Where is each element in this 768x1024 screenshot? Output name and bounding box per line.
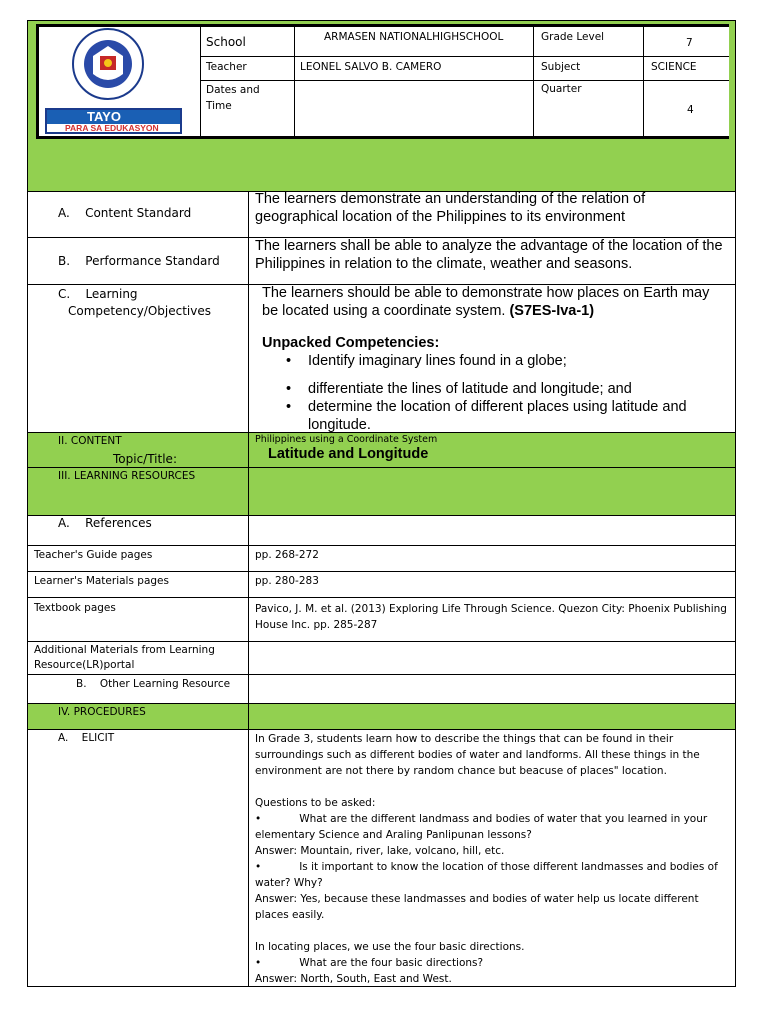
competency-statement: The learners should be able to demonstrate how places on Earth may be located using a coordinate system.: [262, 285, 710, 319]
tayo-logo-sub: PARA SA EDUKASYON: [65, 123, 159, 133]
learners-materials-label: Learner's Materials pages: [34, 575, 169, 587]
question-2: • Is it important to know the location of those different landmasses and bodies of water? Why?: [255, 861, 718, 889]
topic-title-label: Topic/Title:: [113, 452, 177, 466]
tayo-logo: [45, 108, 182, 134]
teachers-guide-label: Teacher's Guide pages: [34, 549, 153, 561]
school-value: ARMASEN NATIONALHIGHSCHOOL: [324, 31, 504, 43]
performance-standard-label: B. Performance Standard: [58, 254, 220, 268]
content-standard-text: The learners demonstrate an understanding of the relation of geographical location of the Philippines to its environment: [255, 191, 646, 225]
grade-level-value: 7: [686, 37, 693, 49]
subject-label: Subject: [541, 61, 581, 73]
topic-subtitle: Philippines using a Coordinate System: [255, 434, 438, 445]
competency-code: (S7ES-Iva-1): [509, 303, 595, 319]
answer-2: Answer: Yes, because these landmasses and bodies of water help us locate different places easily.: [255, 893, 699, 921]
list-item: • Identify imaginary lines found in a globe;: [286, 352, 732, 370]
textbook-pages-value: Pavico, J. M. et al. (2013) Exploring Life Through Science. Quezon City: Phoenix Publishing House Inc. pp. 285-287: [255, 603, 727, 631]
competency-label-line2: Competency/Objectives: [68, 304, 211, 318]
elicit-content: [255, 731, 732, 987]
list-item: • differentiate the lines of latitude and longitude; and: [286, 380, 732, 398]
references-label: A. References: [58, 516, 152, 530]
questions-label: Questions to be asked:: [255, 797, 376, 809]
other-learning-resource-label: B. Other Learning Resource: [76, 678, 231, 690]
elicit-label: A. ELICIT: [58, 732, 115, 744]
question-1: • What are the different landmass and bodies of water that you learned in your elementary Science and Araling Panlipunan lessons?: [255, 813, 708, 841]
answer-3: Answer: North, South, East and West.: [255, 973, 452, 985]
teacher-value: LEONEL SALVO B. CAMERO: [300, 61, 442, 73]
content-section-label: II. CONTENT: [58, 435, 122, 447]
locating-text: In locating places, we use the four basic directions.: [255, 941, 525, 953]
teachers-guide-value: pp. 268-272: [255, 549, 319, 561]
learners-materials-value: pp. 280-283: [255, 575, 319, 587]
learning-resources-label: III. LEARNING RESOURCES: [58, 470, 196, 482]
subject-value: SCIENCE: [651, 61, 697, 73]
quarter-label: Quarter: [541, 83, 582, 95]
quarter-value: 4: [687, 104, 694, 116]
dates-label: Dates and Time: [206, 84, 260, 112]
answer-1: Answer: Mountain, river, lake, volcano, hill, etc.: [255, 845, 505, 857]
performance-standard-text: The learners shall be able to analyze the advantage of the location of the Philippines in relation to the climate, weather and seasons.: [255, 238, 723, 272]
additional-materials-label: Additional Materials from Learning Resource(LR)portal: [34, 644, 215, 671]
unpacked-competencies-title: Unpacked Competencies:: [262, 335, 440, 351]
teacher-label: Teacher: [206, 61, 247, 73]
school-label: School: [206, 35, 246, 49]
deped-seal-logo: [45, 28, 171, 100]
grade-level-label: Grade Level: [541, 31, 605, 43]
tayo-logo-text: TAYO: [87, 109, 121, 124]
competency-label-line1: C. Learning: [58, 287, 138, 301]
list-item: • determine the location of different places using latitude and longitude.: [286, 398, 732, 434]
content-standard-label: A. Content Standard: [58, 206, 192, 220]
unpacked-competencies-list: [262, 352, 732, 434]
question-3: • What are the four basic directions?: [255, 957, 484, 969]
competency-text: [262, 284, 722, 320]
procedures-label: IV. PROCEDURES: [58, 706, 146, 718]
elicit-intro: In Grade 3, students learn how to describe the things that can be found in their surroundings such as different bodies of water and landforms. All these things in the environment are not there by random chance but beacuse of places" location.: [255, 733, 700, 777]
textbook-pages-label: Textbook pages: [34, 602, 116, 614]
topic-title: Latitude and Longitude: [268, 446, 429, 462]
